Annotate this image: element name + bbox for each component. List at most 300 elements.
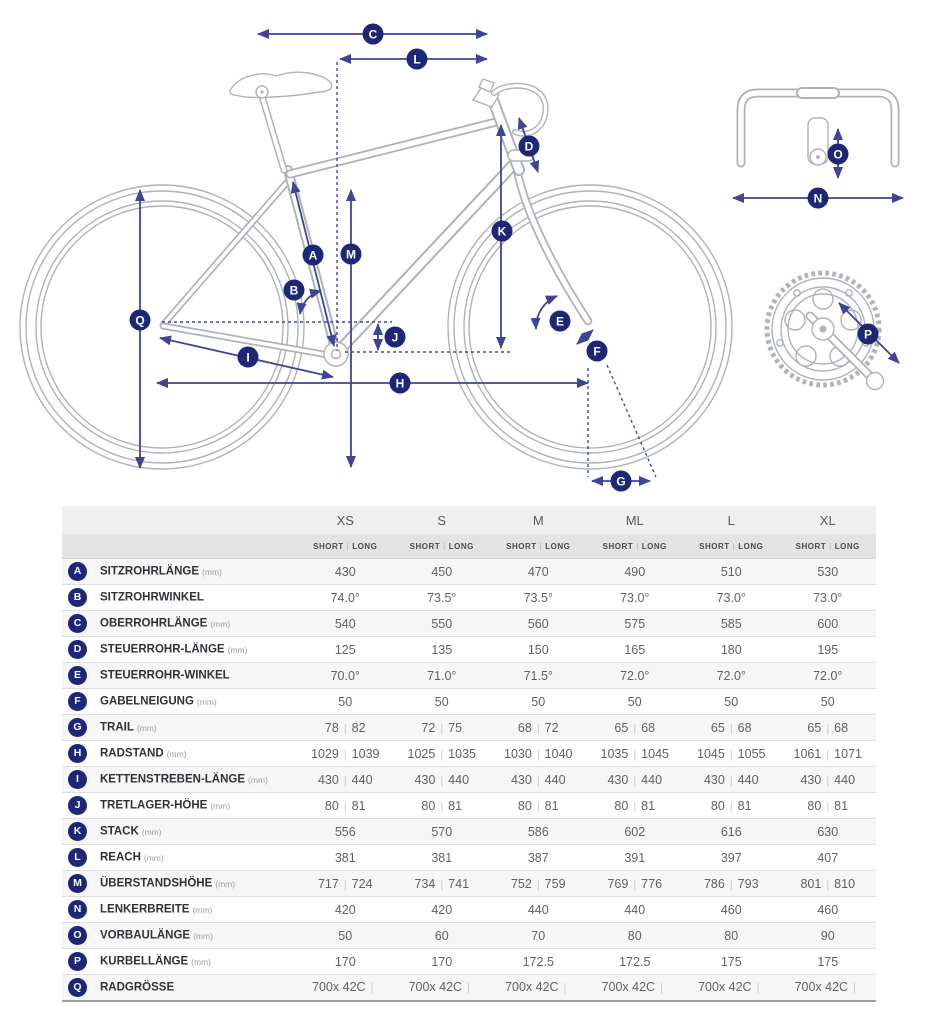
badge-e [550, 311, 571, 332]
size-header: XL [780, 506, 877, 534]
value-short: 420 [334, 902, 356, 917]
row-label: RADSTAND [100, 747, 164, 760]
row-letter-badge: J [68, 796, 87, 815]
value-short: 556 [334, 824, 356, 839]
geometry-table-body [62, 559, 876, 1001]
badge-a [303, 245, 324, 266]
value-cell [490, 611, 587, 637]
value-short: 73.5° [427, 590, 457, 605]
value-cell [297, 871, 394, 897]
value-separator: | [826, 878, 830, 891]
value-cell [780, 689, 877, 715]
svg-text:Q: Q [135, 313, 145, 328]
value-short: 50 [338, 928, 353, 943]
value-cell [297, 949, 394, 975]
value-long: 81 [544, 798, 559, 813]
value-short: 786 [703, 876, 725, 891]
value-cell [683, 559, 780, 585]
geometry-table-wrap [62, 506, 876, 1002]
value-long: 440 [641, 772, 663, 787]
badge-b [284, 280, 305, 301]
value-long: 75 [448, 720, 463, 735]
svg-text:D: D [524, 139, 534, 154]
svg-text:N: N [813, 191, 823, 206]
value-cell [297, 715, 394, 741]
value-short: 1045 [697, 746, 725, 761]
variant-separator: | [346, 541, 350, 551]
value-separator: | [826, 774, 830, 787]
value-cell [683, 715, 780, 741]
value-cell [490, 949, 587, 975]
value-long: 776 [641, 876, 663, 891]
size-header: XS [297, 506, 394, 534]
value-cell [683, 793, 780, 819]
variant-header [780, 534, 877, 559]
variant-header [490, 534, 587, 559]
row-label-cell [62, 741, 297, 767]
value-cell [587, 819, 684, 845]
value-cell [683, 741, 780, 767]
row-label: TRETLAGER-HÖHE [100, 799, 208, 812]
row-label-cell [62, 975, 297, 1001]
value-cell [297, 689, 394, 715]
value-long: 1055 [737, 746, 766, 761]
value-short: 172.5 [619, 954, 651, 969]
value-short: 80 [807, 798, 822, 813]
row-unit: (mm) [143, 852, 164, 863]
variant-separator: | [636, 541, 639, 551]
value-cell [780, 975, 877, 1001]
variant-header [394, 534, 491, 559]
row-unit: (mm) [192, 904, 213, 915]
svg-text:K: K [497, 224, 507, 239]
table-row [62, 663, 876, 689]
value-cell [297, 897, 394, 923]
value-cell [780, 897, 877, 923]
value-cell [394, 663, 491, 689]
value-cell [780, 793, 877, 819]
value-cell [297, 585, 394, 611]
value-cell [394, 949, 491, 975]
value-short: 769 [607, 876, 629, 891]
value-cell [394, 923, 491, 949]
variant-header [587, 534, 684, 559]
badge-g [611, 471, 632, 492]
value-separator: | [633, 722, 637, 735]
value-cell [683, 975, 780, 1001]
row-unit: (mm) [191, 956, 211, 967]
value-separator: | [729, 722, 733, 735]
value-cell [683, 897, 780, 923]
svg-text:I: I [246, 350, 250, 365]
variant-short-label: SHORT [795, 541, 827, 551]
badge-q [130, 310, 151, 331]
dimension-arrows [140, 34, 903, 481]
value-cell [490, 897, 587, 923]
value-cell [587, 741, 684, 767]
value-short: 50 [724, 694, 739, 709]
value-cell [780, 663, 877, 689]
geometry-diagram [0, 0, 936, 505]
value-cell [297, 611, 394, 637]
value-cell [683, 637, 780, 663]
value-separator: | [370, 982, 374, 995]
value-short: 430 [317, 772, 339, 787]
value-short: 387 [527, 850, 549, 865]
value-cell [394, 689, 491, 715]
value-cell [490, 559, 587, 585]
geometry-table-head [62, 506, 876, 559]
row-unit: (mm) [215, 878, 236, 889]
value-short: 430 [414, 772, 436, 787]
value-short: 1025 [407, 746, 436, 761]
value-short: 430 [510, 772, 532, 787]
value-long: 741 [448, 876, 470, 891]
variant-long-label: LONG [545, 541, 571, 551]
variant-short-label: SHORT [506, 541, 537, 551]
value-cell [780, 559, 877, 585]
table-row [62, 819, 876, 845]
value-cell [780, 767, 877, 793]
variant-long-label: LONG [834, 541, 860, 551]
value-separator: | [536, 878, 540, 891]
value-separator: | [633, 800, 637, 813]
row-label-cell [62, 819, 297, 845]
value-cell [587, 689, 684, 715]
value-short: 80 [724, 928, 739, 943]
value-cell [587, 637, 684, 663]
value-cell [780, 819, 877, 845]
value-cell [683, 689, 780, 715]
table-row [62, 793, 876, 819]
value-cell [490, 975, 587, 1001]
value-short: 150 [527, 642, 549, 657]
value-cell [683, 611, 780, 637]
value-short: 550 [431, 616, 453, 631]
size-header-spacer [62, 506, 297, 534]
value-long: 1071 [834, 746, 862, 761]
badge-n [808, 188, 829, 209]
value-short: 460 [720, 902, 742, 917]
value-separator: | [440, 774, 444, 787]
value-short: 80 [627, 928, 642, 943]
value-cell [297, 923, 394, 949]
variant-long-label: LONG [738, 541, 764, 551]
value-long: 82 [351, 720, 366, 735]
row-label: SITZROHRLÄNGE [100, 565, 200, 578]
value-short: 700x 42C [601, 980, 656, 995]
value-cell [297, 559, 394, 585]
row-letter-badge: E [68, 666, 87, 685]
value-short: 460 [817, 902, 839, 917]
value-cell [490, 793, 587, 819]
row-letter-badge: Q [68, 978, 87, 997]
row-letter-badge: A [68, 562, 87, 581]
row-unit: (mm) [193, 930, 213, 941]
value-short: 700x 42C [698, 980, 752, 995]
value-cell [587, 793, 684, 819]
value-short: 381 [431, 850, 453, 865]
row-letter-badge: K [68, 822, 87, 841]
value-short: 510 [720, 564, 742, 579]
row-label: STACK [100, 825, 139, 838]
badge-j [385, 327, 406, 348]
value-short: 78 [324, 720, 339, 735]
value-cell [297, 845, 394, 871]
row-unit: (mm) [248, 774, 268, 785]
size-header: L [683, 506, 780, 534]
value-separator: | [467, 982, 470, 995]
value-short: 430 [703, 772, 725, 787]
row-unit: (mm) [210, 800, 231, 811]
svg-text:O: O [833, 147, 843, 162]
row-label-cell [62, 611, 297, 637]
value-cell [587, 611, 684, 637]
value-long: 724 [351, 876, 373, 891]
value-short: 560 [527, 616, 549, 631]
value-cell [394, 637, 491, 663]
value-short: 70.0° [330, 668, 360, 683]
value-short: 73.0° [620, 590, 650, 605]
value-short: 575 [624, 616, 646, 631]
value-short: 700x 42C [312, 980, 366, 995]
value-separator: | [826, 800, 830, 813]
row-label: TRAIL [100, 721, 134, 734]
table-row [62, 949, 876, 975]
value-short: 700x 42C [794, 980, 849, 995]
row-label-cell [62, 715, 297, 741]
value-cell [490, 767, 587, 793]
value-cell [780, 741, 877, 767]
variant-header [297, 534, 394, 559]
variant-header-row [62, 534, 876, 559]
table-row [62, 637, 876, 663]
value-cell [587, 559, 684, 585]
value-cell [394, 975, 491, 1001]
value-short: 586 [527, 824, 549, 839]
row-letter-badge: O [68, 926, 87, 945]
value-short: 172.5 [522, 954, 554, 969]
value-short: 170 [334, 954, 356, 969]
value-separator: | [729, 878, 733, 891]
value-cell [587, 715, 684, 741]
value-short: 135 [431, 642, 453, 657]
value-short: 430 [800, 772, 822, 787]
value-short: 72.0° [716, 668, 746, 683]
svg-text:P: P [863, 327, 873, 342]
value-long: 810 [834, 876, 856, 891]
value-cell [587, 949, 684, 975]
value-short: 602 [624, 824, 646, 839]
value-cell [297, 793, 394, 819]
value-short: 65 [710, 720, 725, 735]
value-short: 440 [527, 902, 549, 917]
value-short: 175 [720, 954, 742, 969]
value-cell [394, 897, 491, 923]
value-separator: | [536, 722, 540, 735]
value-long: 81 [448, 798, 463, 813]
value-long: 759 [544, 876, 566, 891]
table-row [62, 897, 876, 923]
value-short: 440 [624, 902, 646, 917]
value-long: 68 [834, 720, 849, 735]
value-short: 397 [720, 850, 742, 865]
value-short: 430 [607, 772, 629, 787]
value-short: 420 [431, 902, 453, 917]
value-separator: | [440, 800, 444, 813]
variant-long-label: LONG [352, 541, 378, 551]
table-row [62, 741, 876, 767]
value-short: 71.0° [427, 668, 457, 683]
value-cell [587, 663, 684, 689]
row-label: KURBELLÄNGE [100, 955, 189, 968]
value-short: 50 [434, 694, 449, 709]
row-letter-badge: D [68, 640, 87, 659]
value-short: 470 [527, 564, 549, 579]
value-long: 440 [834, 772, 856, 787]
svg-text:G: G [616, 474, 626, 489]
value-short: 180 [720, 642, 742, 657]
row-label: REACH [100, 851, 141, 864]
value-cell [587, 767, 684, 793]
row-label-cell [62, 689, 297, 715]
value-cell [394, 767, 491, 793]
value-short: 430 [334, 564, 356, 579]
value-cell [780, 845, 877, 871]
badge-p [858, 324, 879, 345]
value-short: 530 [817, 564, 839, 579]
value-short: 540 [334, 616, 356, 631]
value-long: 68 [737, 720, 752, 735]
value-cell [490, 689, 587, 715]
value-cell [587, 975, 684, 1001]
value-cell [587, 923, 684, 949]
value-cell [490, 871, 587, 897]
svg-text:B: B [289, 283, 299, 298]
value-cell [780, 585, 877, 611]
value-cell [780, 923, 877, 949]
value-separator: | [633, 774, 637, 787]
size-header-row [62, 506, 876, 534]
row-letter-badge: F [68, 692, 87, 711]
value-cell [683, 923, 780, 949]
value-short: 50 [627, 694, 642, 709]
value-cell [394, 845, 491, 871]
value-cell [780, 949, 877, 975]
value-short: 165 [624, 642, 646, 657]
value-long: 1045 [641, 746, 669, 761]
size-header: M [490, 506, 587, 534]
badge-c [363, 24, 384, 45]
bike-drawing [20, 72, 895, 469]
value-cell [587, 871, 684, 897]
value-cell [490, 585, 587, 611]
value-separator: | [440, 722, 444, 735]
table-row [62, 559, 876, 585]
value-separator: | [729, 748, 733, 761]
table-row [62, 715, 876, 741]
value-long: 68 [641, 720, 656, 735]
row-label-cell [62, 845, 297, 871]
svg-text:L: L [413, 52, 421, 67]
value-short: 600 [817, 616, 839, 631]
value-cell [297, 741, 394, 767]
value-cell [490, 819, 587, 845]
value-short: 72.0° [813, 668, 843, 683]
value-long: 81 [641, 798, 656, 813]
value-short: 80 [710, 798, 725, 813]
value-separator: | [536, 800, 540, 813]
value-separator: | [343, 800, 347, 813]
value-short: 65 [614, 720, 629, 735]
value-separator: | [343, 878, 347, 891]
value-separator: | [633, 748, 637, 761]
size-header: S [394, 506, 491, 534]
value-short: 490 [624, 564, 646, 579]
value-cell [394, 611, 491, 637]
variant-separator: | [539, 541, 543, 551]
value-short: 80 [517, 798, 532, 813]
value-short: 90 [820, 928, 835, 943]
value-cell [490, 923, 587, 949]
value-short: 1061 [793, 746, 822, 761]
value-cell [683, 845, 780, 871]
row-label: STEUERROHR-LÄNGE [100, 643, 225, 656]
value-cell [683, 819, 780, 845]
variant-short-label: SHORT [409, 541, 441, 551]
value-cell [297, 975, 394, 1001]
value-short: 80 [421, 798, 436, 813]
row-label-cell [62, 637, 297, 663]
svg-text:E: E [555, 314, 565, 329]
value-separator: | [536, 748, 540, 761]
value-long: 440 [351, 772, 373, 787]
value-separator: | [563, 982, 567, 995]
value-short: 72.0° [620, 668, 650, 683]
value-short: 125 [334, 642, 356, 657]
value-short: 700x 42C [505, 980, 559, 995]
row-unit: (mm) [196, 696, 217, 707]
value-separator: | [536, 774, 540, 787]
value-separator: | [440, 748, 444, 761]
variant-separator: | [732, 541, 736, 551]
variant-long-label: LONG [448, 541, 474, 551]
value-short: 450 [431, 564, 453, 579]
value-separator: | [343, 774, 347, 787]
value-cell [394, 741, 491, 767]
value-short: 585 [720, 616, 742, 631]
row-label: RADGRÖSSE [100, 981, 175, 994]
value-cell [683, 663, 780, 689]
value-short: 407 [817, 850, 839, 865]
row-label-cell [62, 793, 297, 819]
value-long: 1035 [448, 746, 476, 761]
value-separator: | [853, 982, 856, 995]
row-label: ÜBERSTANDSHÖHE [100, 877, 213, 890]
row-label-cell [62, 767, 297, 793]
value-cell [394, 819, 491, 845]
value-separator: | [826, 722, 830, 735]
value-separator: | [826, 748, 830, 761]
svg-text:F: F [593, 344, 601, 359]
value-cell [683, 585, 780, 611]
value-short: 50 [338, 694, 353, 709]
variant-short-label: SHORT [699, 541, 730, 551]
value-short: 68 [517, 720, 532, 735]
value-long: 793 [737, 876, 759, 891]
value-short: 80 [614, 798, 629, 813]
value-cell [683, 949, 780, 975]
